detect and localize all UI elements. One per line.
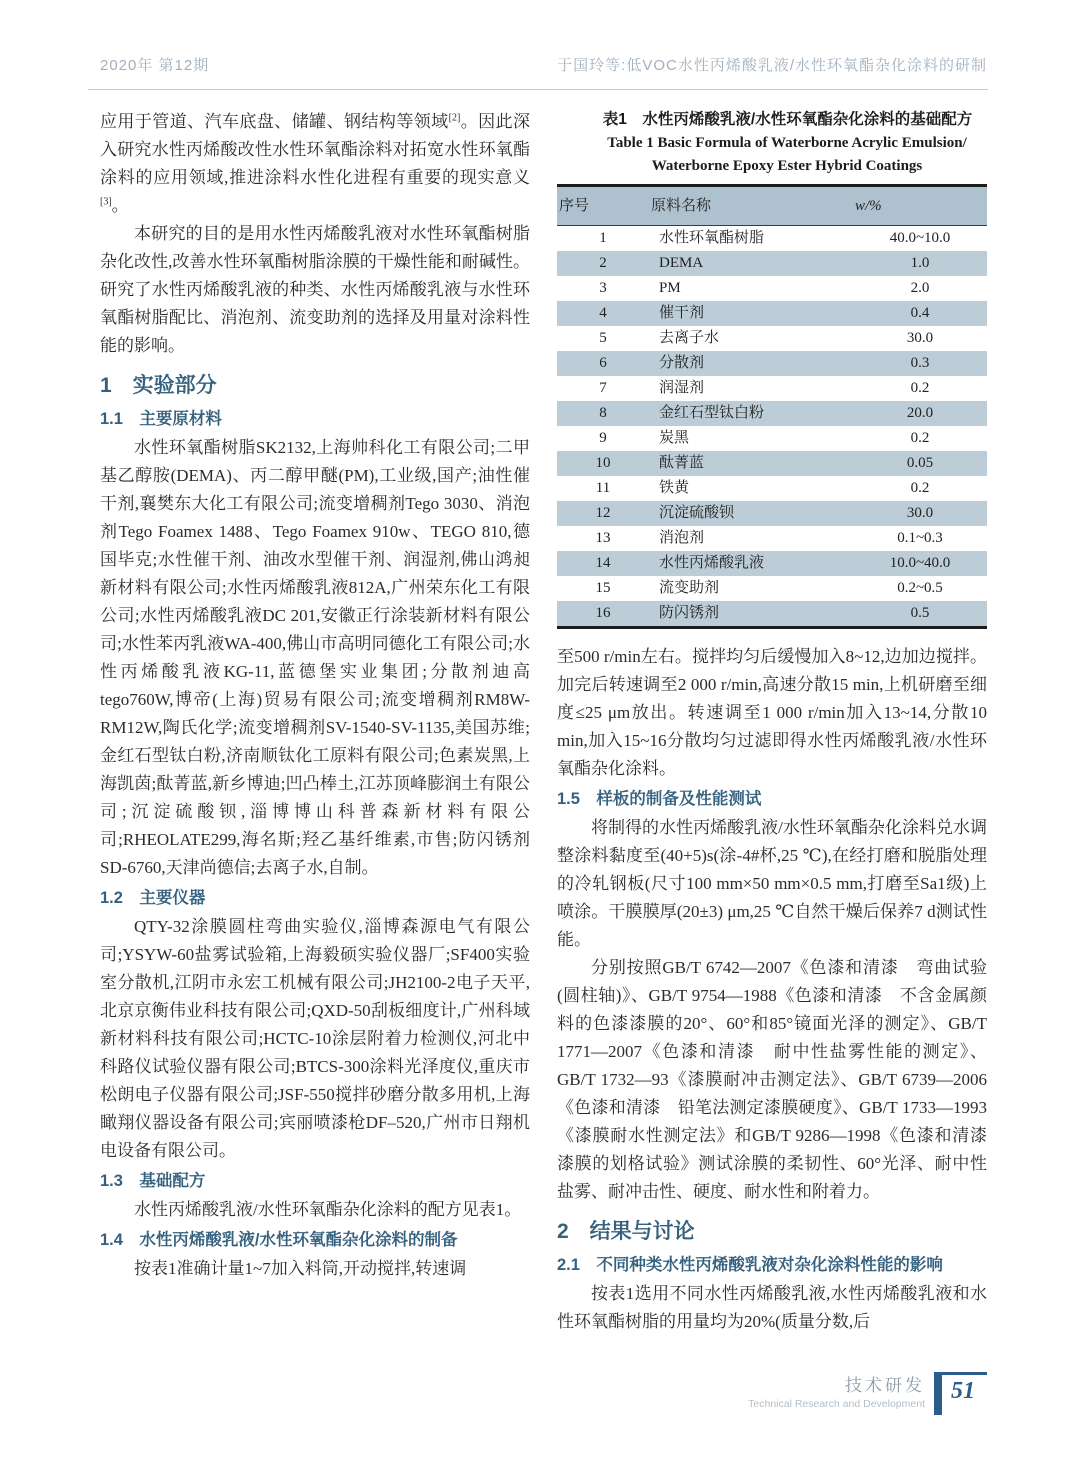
paragraph-test-standards: 分别按照GB/T 6742—2007《色漆和清漆 弯曲试验(圆柱轴)》、GB/T 9754—1988《色漆和清漆 不含金属颜料的色漆漆膜的20°、60°和85°镜面光泽的测定》、GB/T 1771—2007《色漆和清漆 耐中性盐雾性能的测定》、GB/T 1732—93《漆膜耐冲击测定法》、GB/T 6739—2006《色漆和清漆 铅笔法测定漆膜硬度》、GB/T 1733—1993《漆膜耐水性测定法》和GB/T 9286—1998《色漆和清漆 漆膜的划格试验》测试涂膜的柔韧性、60°光泽、耐中性盐雾、耐冲击性、硬度、耐水性和附着力。 bbox=[557, 958, 1004, 1201]
material-name-cell: 分散剂 bbox=[659, 355, 705, 371]
column-header-mass-fraction: w/% bbox=[853, 186, 987, 226]
table-row bbox=[557, 276, 987, 301]
row-index-cell: 8 bbox=[599, 405, 607, 421]
table-row bbox=[557, 576, 987, 601]
table-row bbox=[557, 601, 987, 628]
material-name-cell: 炭黑 bbox=[659, 430, 690, 446]
mass-fraction-cell: 0.2 bbox=[910, 480, 930, 496]
material-name-cell: 润湿剂 bbox=[659, 380, 705, 396]
table-row bbox=[557, 251, 987, 276]
formula-table-body bbox=[557, 226, 987, 628]
table-row bbox=[557, 426, 987, 451]
material-name-cell: PM bbox=[659, 280, 681, 296]
row-index-cell: 15 bbox=[595, 580, 611, 596]
header-rule bbox=[88, 89, 988, 90]
material-name-cell: 铁黄 bbox=[659, 480, 690, 496]
paragraph-preparation-start: 按表1准确计量1~7加入料筒,开动搅拌,转速调 bbox=[134, 1259, 467, 1278]
section-heading-1: 1 实验部分 bbox=[100, 374, 217, 397]
material-name-cell: 防闪锈剂 bbox=[659, 605, 720, 621]
column-header-material: 原料名称 bbox=[649, 186, 853, 226]
issue-label: 2020年 第12期 bbox=[100, 57, 210, 74]
table-row bbox=[557, 301, 987, 326]
mass-fraction-cell: 0.5 bbox=[910, 605, 930, 621]
mass-fraction-cell: 0.2 bbox=[910, 380, 930, 396]
mass-fraction-cell: 1.0 bbox=[910, 255, 930, 271]
row-index-cell: 2 bbox=[599, 255, 607, 271]
subsection-heading-2-1: 2.1 不同种类水性丙烯酸乳液对杂化涂料性能的影响 bbox=[557, 1256, 943, 1274]
mass-fraction-cell: 0.2~0.5 bbox=[897, 580, 943, 596]
footer-section-labels bbox=[748, 1372, 925, 1411]
material-name-cell: 酞菁蓝 bbox=[659, 455, 705, 471]
mass-fraction-cell: 0.3 bbox=[910, 355, 930, 371]
row-index-cell: 10 bbox=[595, 455, 611, 471]
material-name-cell: 水性丙烯酸乳液 bbox=[659, 555, 765, 571]
paragraph-preparation-continuation: 至500 r/min左右。搅拌均匀后缓慢加入8~12,边加边搅拌。加完后转速调至2 000 r/min,高速分散15 min,上机研磨至细度≤25 μm放出。转速调至1 000 r/min加入13~14,分散10 min,加入15~16分散均匀过滤即得水性丙烯酸乳液/水性环氧酯杂化涂料。 bbox=[557, 647, 987, 778]
paragraph-instruments: QTY-32涂膜圆柱弯曲实验仪,淄博森源电气有限公司;YSYW-60盐雾试验箱,上海毅硕实验仪器厂;SF400实验室分散机,江阴市永宏工机械有限公司;JH2100-2电子天平,北京京衡伟业科技有限公司;QXD-50刮板细度计,广州科域新材料科技有限公司;HCTC-10涂层附着力检测仪,河北中科路仪试验仪器有限公司;BTCS-300涂料光泽度仪,重庆市松朗电子仪器有限公司;JSF-550搅拌砂磨分散多用机,上海瞰翔仪器设备有限公司;宾丽喷漆枪DF–520,广州市日翔机电设备有限公司。 bbox=[100, 917, 530, 1160]
row-index-cell: 13 bbox=[595, 530, 611, 546]
table-row bbox=[557, 376, 987, 401]
table-row bbox=[557, 326, 987, 351]
table-row bbox=[557, 526, 987, 551]
row-index-cell: 11 bbox=[595, 480, 611, 496]
paragraph-text: 应用于管道、汽车底盘、储罐、钢结构等领域 bbox=[100, 112, 449, 131]
row-index-cell: 14 bbox=[595, 555, 611, 571]
subsection-heading-1-4: 1.4 水性丙烯酸乳液/水性环氧酯杂化涂料的制备 bbox=[100, 1231, 458, 1249]
running-header bbox=[100, 54, 987, 75]
material-name-cell: 流变助剂 bbox=[659, 580, 720, 596]
footer bbox=[748, 1372, 987, 1415]
paragraph-raw-materials: 水性环氧酯树脂SK2132,上海帅科化工有限公司;二甲基乙醇胺(DEMA)、丙二醇甲醚(PM),工业级,国产;油性催干剂,襄樊东大化工有限公司;流变增稠剂Tego 3030、消泡剂Tego Foamex 1488、Tego Foamex 910w、TEGO 810,德国毕克;水性催干剂、油改水型催干剂、润湿剂,佛山鸿昶新材料有限公司;水性丙烯酸乳液812A,广州荣东化工有限公司;水性丙烯酸乳液DC 201,安徽正行涂装新材料有限公司;水性苯丙乳液WA-400,佛山市高明同德化工有限公司;水性丙烯酸乳液KG-11,蓝德堡实业集团;分散剂迪高tego760W,博帝(上海)贸易有限公司;流变增稠剂RM8W-RM12W,陶氏化学;流变增稠剂SV-1540-SV-1135,美国苏维;金红石型钛白粉,济南顺钛化工原料有限公司;色素炭黑,上海凯茵;酞菁蓝,新乡博迪;凹凸棒土,江苏顶峰膨润土有限公司;沉淀硫酸钡,淄博博山科普森新材料有限公司;RHEOLATE299,海名斯;羟乙基纤维素,市售;防闪锈剂SD-6760,天津尚德信;去离子水,自制。 bbox=[100, 438, 530, 877]
table-row bbox=[557, 476, 987, 501]
table-row bbox=[557, 401, 987, 426]
row-index-cell: 4 bbox=[599, 305, 607, 321]
formula-table-header bbox=[557, 186, 987, 226]
subsection-heading-1-5: 1.5 样板的制备及性能测试 bbox=[557, 790, 762, 808]
page-number: 51 bbox=[951, 1378, 975, 1404]
column-header-index: 序号 bbox=[557, 186, 649, 226]
mass-fraction-cell: 0.1~0.3 bbox=[897, 530, 943, 546]
table-row bbox=[557, 451, 987, 476]
paragraph-results-start: 按表1选用不同水性丙烯酸乳液,水性丙烯酸乳液和水性环氧酯树脂的用量均为20%(质量分数,后 bbox=[557, 1284, 987, 1331]
mass-fraction-cell: 10.0~40.0 bbox=[889, 555, 951, 571]
mass-fraction-cell: 40.0~10.0 bbox=[889, 230, 951, 246]
subsection-heading-1-3: 1.3 基础配方 bbox=[100, 1172, 206, 1190]
table-row bbox=[557, 351, 987, 376]
paragraph-text: 。 bbox=[111, 196, 129, 215]
material-name-cell: DEMA bbox=[659, 255, 704, 271]
mass-fraction-cell: 30.0 bbox=[906, 330, 934, 346]
citation-ref-2: [2] bbox=[448, 112, 461, 124]
mass-fraction-cell: 0.05 bbox=[906, 455, 934, 471]
material-name-cell: 消泡剂 bbox=[659, 530, 705, 546]
right-column bbox=[557, 108, 1004, 1336]
running-title: 于国玲等:低VOC水性丙烯酸乳液/水性环氧酯杂化涂料的研制 bbox=[557, 57, 987, 74]
table-row bbox=[557, 551, 987, 576]
table-row bbox=[557, 226, 987, 252]
row-index-cell: 7 bbox=[599, 380, 607, 396]
row-index-cell: 9 bbox=[599, 430, 607, 446]
mass-fraction-cell: 20.0 bbox=[906, 405, 934, 421]
subsection-heading-1-1: 1.1 主要原材料 bbox=[100, 410, 222, 428]
table-caption-zh: 表1 水性丙烯酸乳液/水性环氧酯杂化涂料的基础配方 bbox=[602, 111, 973, 128]
citation-ref-3: [3] bbox=[100, 196, 112, 208]
material-name-cell: 金红石型钛白粉 bbox=[659, 405, 765, 421]
row-index-cell: 1 bbox=[599, 230, 607, 246]
row-index-cell: 3 bbox=[599, 280, 607, 296]
paragraph-text: 。因此深入研究水性丙烯酸改性水性环氧酯涂料对拓宽水性环氧酯涂料的应用领域,推进涂料水性化进程有重要的现实意义 bbox=[100, 112, 531, 187]
subsection-heading-1-2: 1.2 主要仪器 bbox=[100, 889, 206, 907]
paragraph-panel-preparation: 将制得的水性丙烯酸乳液/水性环氧酯杂化涂料兑水调整涂料黏度至(40+5)s(涂-4#杯,25 ℃),在经打磨和脱脂处理的冷轧钢板(尺寸100 mm×50 mm×0.5 mm,打磨至Sa1级)上喷涂。干膜膜厚(20±3) μm,25 ℃自然干燥后保养7 d测试性能。 bbox=[557, 818, 987, 949]
table-header-row bbox=[557, 186, 987, 226]
footer-section-zh: 技术研发 bbox=[845, 1376, 925, 1395]
row-index-cell: 16 bbox=[595, 605, 611, 621]
row-index-cell: 5 bbox=[599, 330, 607, 346]
material-name-cell: 催干剂 bbox=[659, 305, 705, 321]
table-row bbox=[557, 501, 987, 526]
mass-fraction-cell: 0.4 bbox=[910, 305, 930, 321]
formula-table bbox=[557, 184, 987, 629]
page-number-box bbox=[934, 1372, 987, 1415]
mass-fraction-cell: 2.0 bbox=[910, 280, 930, 296]
row-index-cell: 12 bbox=[595, 505, 611, 521]
material-name-cell: 沉淀硫酸钡 bbox=[659, 505, 735, 521]
table-caption-en-line1: Table 1 Basic Formula of Waterborne Acrylic Emulsion/ bbox=[607, 135, 967, 151]
row-index-cell: 6 bbox=[599, 355, 607, 371]
paragraph-basic-formula: 水性丙烯酸乳液/水性环氧酯杂化涂料的配方见表1。 bbox=[134, 1200, 522, 1219]
page-number-bar bbox=[934, 1375, 942, 1415]
section-heading-2: 2 结果与讨论 bbox=[557, 1220, 695, 1243]
mass-fraction-cell: 0.2 bbox=[910, 430, 930, 446]
table-caption-en-line2: Waterborne Epoxy Ester Hybrid Coatings bbox=[651, 158, 923, 174]
material-name-cell: 去离子水 bbox=[659, 330, 720, 346]
footer-section-en: Technical Research and Development bbox=[748, 1398, 925, 1410]
material-name-cell: 水性环氧酯树脂 bbox=[659, 230, 765, 246]
left-column bbox=[100, 108, 530, 1283]
paragraph-intro-continuation bbox=[100, 108, 530, 220]
mass-fraction-cell: 30.0 bbox=[906, 505, 934, 521]
paragraph-purpose: 本研究的目的是用水性丙烯酸乳液对水性环氧酯树脂杂化改性,改善水性环氧酯树脂涂膜的干燥性能和耐碱性。研究了水性丙烯酸乳液的种类、水性丙烯酸乳液与水性环氧酯树脂配比、消泡剂、流变助剂的选择及用量对涂料性能的影响。 bbox=[100, 224, 530, 355]
